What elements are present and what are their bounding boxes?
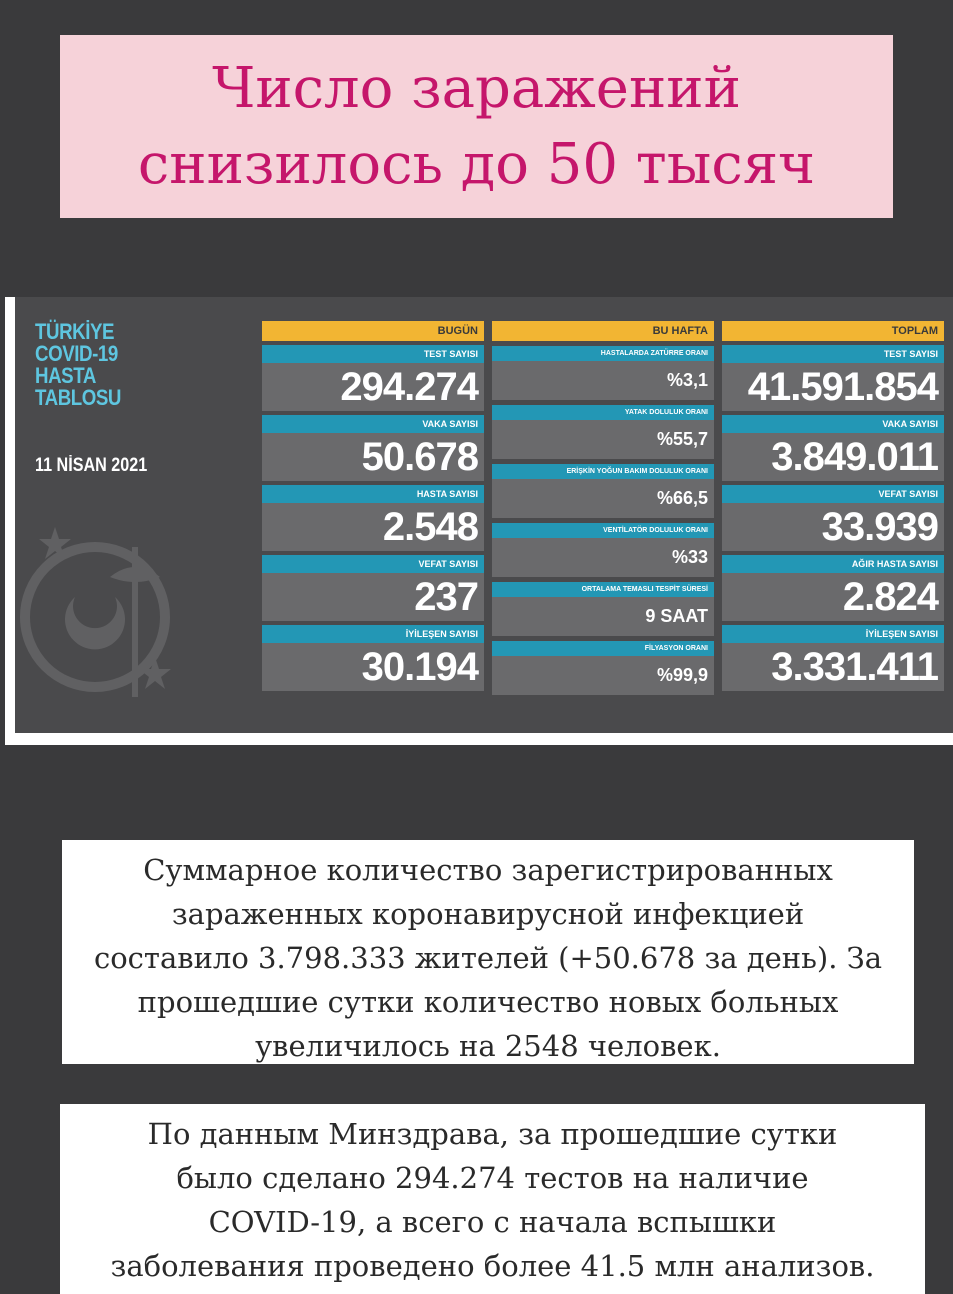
stat-label: ERİŞKİN YOĞUN BAKIM DOLULUK ORANI	[492, 464, 714, 479]
stat-label: VENTİLATÖR DOLULUK ORANI	[492, 523, 714, 538]
stat-row	[492, 464, 714, 518]
tests-line: COVID-19, а всего с начала вспышки	[208, 1205, 777, 1239]
stat-row	[722, 485, 944, 551]
ministry-emblem-icon	[15, 507, 185, 727]
stat-value: 33.939	[722, 503, 944, 551]
stat-row	[492, 523, 714, 577]
stat-value: 294.274	[262, 363, 484, 411]
stat-label: TEST SAYISI	[722, 345, 944, 363]
summary-text-box	[62, 840, 914, 1064]
tests-line: По данным Минздрава, за прошедшие сутки	[147, 1117, 838, 1151]
stat-row	[722, 625, 944, 691]
stat-value: 2.548	[262, 503, 484, 551]
column-header: TOPLAM	[722, 321, 944, 341]
stat-label: VEFAT SAYISI	[722, 485, 944, 503]
stat-row	[722, 415, 944, 481]
brand-line-4: TABLOSU	[35, 385, 122, 410]
summary-line: Суммарное количество зарегистрированных	[143, 853, 833, 887]
column-total	[722, 321, 944, 691]
dashboard-date: 11 NİSAN 2021	[35, 455, 148, 476]
column-this-week	[492, 321, 714, 695]
tests-line: заболевания проведено более 41.5 млн анализов.	[110, 1249, 875, 1283]
stat-value: %99,9	[492, 656, 714, 695]
stat-label: İYİLEŞEN SAYISI	[722, 625, 944, 643]
tests-line: было сделано 294.274 тестов на наличие	[176, 1161, 809, 1195]
stat-label: FİLYASYON ORANI	[492, 641, 714, 656]
column-header: BUGÜN	[262, 321, 484, 341]
stat-row	[262, 625, 484, 691]
stat-value: 3.849.011	[722, 433, 944, 481]
column-today	[262, 321, 484, 691]
headline-box	[60, 35, 893, 218]
summary-line: зараженных коронавирусной инфекцией	[171, 897, 805, 931]
brand-line-1: TÜRKİYE	[35, 319, 115, 344]
column-header: BU HAFTA	[492, 321, 714, 341]
brand-line-3: HASTA	[35, 363, 96, 388]
stat-value: 30.194	[262, 643, 484, 691]
tests-text-box	[60, 1104, 925, 1294]
stat-label: ORTALAMA TEMASLI TESPİT SÜRESİ	[492, 582, 714, 597]
stat-label: YATAK DOLULUK ORANI	[492, 405, 714, 420]
stat-value: %3,1	[492, 361, 714, 400]
stat-value: %66,5	[492, 479, 714, 518]
brand-line-2: COVID-19	[35, 341, 118, 366]
stat-row	[722, 345, 944, 411]
stat-row	[262, 485, 484, 551]
dashboard-brand	[35, 321, 121, 409]
headline-line-1: Число заражений	[212, 55, 741, 121]
stat-row	[262, 555, 484, 621]
headline-line-2: снизилось до 50 тысяч	[137, 131, 816, 197]
stat-label: HASTALARDA ZATÜRRE ORANI	[492, 346, 714, 361]
stat-value: 3.331.411	[722, 643, 944, 691]
covid-dashboard-image	[5, 297, 953, 745]
stat-label: VEFAT SAYISI	[262, 555, 484, 573]
dashboard-panel	[15, 297, 953, 733]
stat-label: VAKA SAYISI	[262, 415, 484, 433]
stat-value: 9 SAAT	[492, 597, 714, 636]
stat-label: AĞIR HASTA SAYISI	[722, 555, 944, 573]
stat-value: 50.678	[262, 433, 484, 481]
summary-line: составило 3.798.333 жителей (+50.678 за день). За	[93, 941, 883, 975]
stat-row	[722, 555, 944, 621]
stat-row	[492, 346, 714, 400]
stat-row	[262, 345, 484, 411]
stat-value: 41.591.854	[722, 363, 944, 411]
stat-label: VAKA SAYISI	[722, 415, 944, 433]
stat-row	[492, 405, 714, 459]
stat-row	[492, 582, 714, 636]
summary-line: прошедшие сутки количество новых больных	[137, 985, 839, 1019]
stat-value: 237	[262, 573, 484, 621]
summary-line: увеличилось на 2548 человек.	[255, 1029, 721, 1063]
stat-value: 2.824	[722, 573, 944, 621]
stat-label: TEST SAYISI	[262, 345, 484, 363]
stat-value: %33	[492, 538, 714, 577]
stat-label: İYİLEŞEN SAYISI	[262, 625, 484, 643]
stat-value: %55,7	[492, 420, 714, 459]
stat-row	[262, 415, 484, 481]
stat-row	[492, 641, 714, 695]
stat-label: HASTA SAYISI	[262, 485, 484, 503]
